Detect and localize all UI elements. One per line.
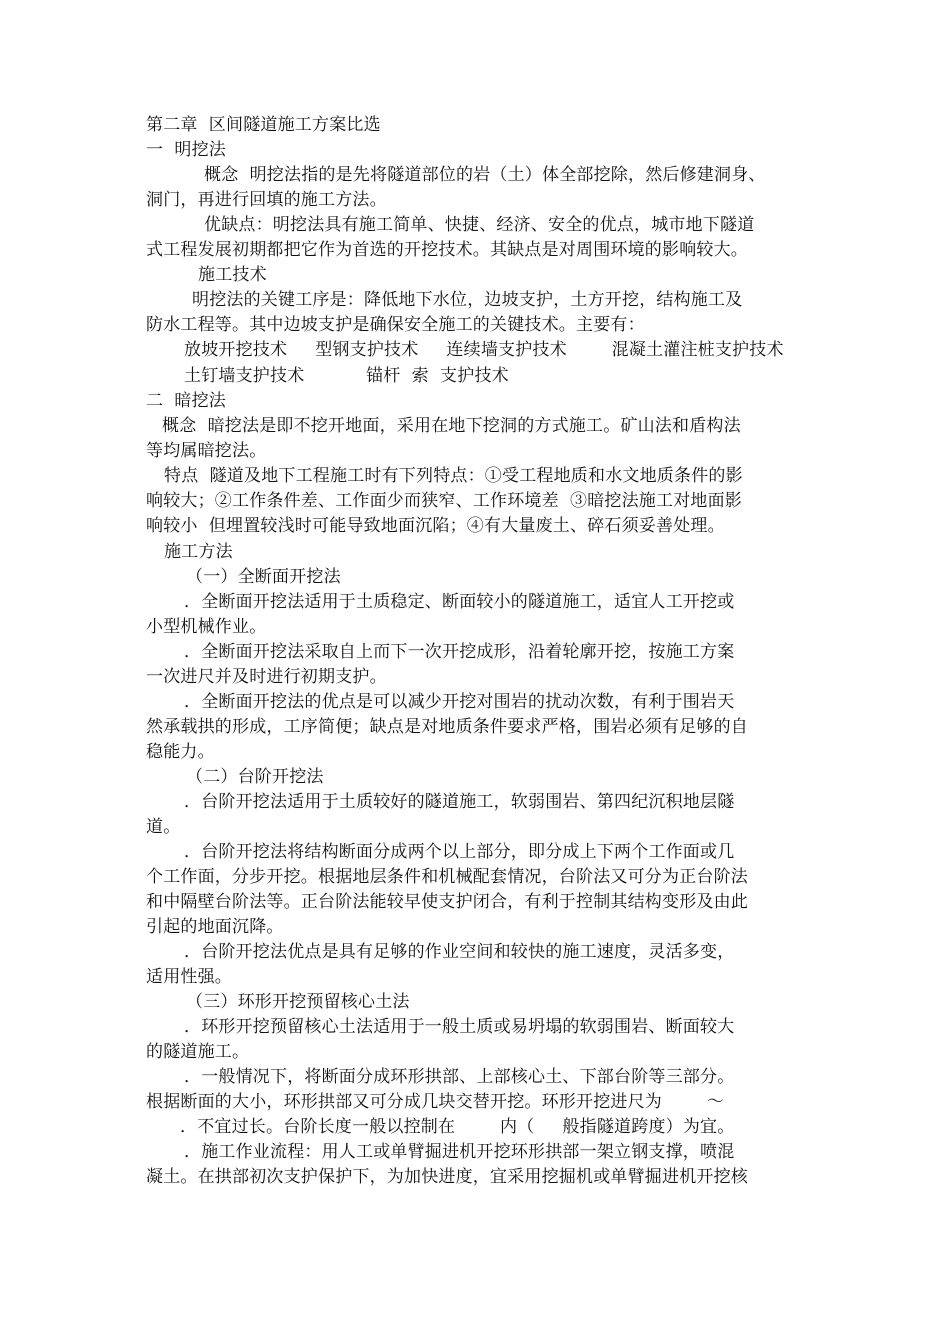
text-line: ．全断面开挖法的优点是可以减少开挖对围岩的扰动次数，有利于围岩天 xyxy=(184,692,735,712)
text-line: 响较大；②工作条件差、工作面少而狭窄、工作环境差 ③暗挖法施工对地面影 xyxy=(146,491,743,511)
text-line: 道。 xyxy=(146,817,181,837)
text-line: 小型机械作业。 xyxy=(146,617,267,637)
text-line: ．施工作业流程：用人工或单臂掘进机开挖环形拱部一架立钢支撑，喷混 xyxy=(184,1142,735,1162)
text-line: ．台阶开挖法适用于土质较好的隧道施工，软弱围岩、第四纪沉积地层隧 xyxy=(184,792,735,812)
text-line: 特点 隧道及地下工程施工时有下列特点：①受工程地质和水文地质条件的影 xyxy=(164,466,743,486)
method-heading: （三）环形开挖预留核心土法 xyxy=(186,992,410,1012)
text-line: ．不宜过长。台阶长度一般以控制在 内（ 般指隧道跨度）为宜。 xyxy=(180,1117,735,1137)
text-line: 概念 暗挖法是即不挖开地面，采用在地下挖洞的方式施工。矿山法和盾构法 xyxy=(162,416,741,436)
text-line: 优缺点：明挖法具有施工简单、快捷、经济、安全的优点，城市地下隧道 xyxy=(204,215,755,235)
chapter-title: 第二章 区间隧道施工方案比选 xyxy=(146,115,381,135)
section-heading: 二 暗挖法 xyxy=(146,391,227,411)
text-line: ．台阶开挖法优点是具有足够的作业空间和较快的施工速度，灵活多变， xyxy=(184,942,735,962)
technique-list-line: 放坡开挖技术 型钢支护技术 连续墙支护技术 混凝土灌注桩支护技术 xyxy=(184,340,784,360)
technique-list-line: 土钉墙支护技术 锚杆 索 支护技术 xyxy=(184,366,509,386)
subsection-heading: 施工技术 xyxy=(198,265,267,285)
text-line: 的隧道施工。 xyxy=(146,1042,250,1062)
text-line: ．全断面开挖法采取自上而下一次开挖成形，沿着轮廓开挖，按施工方案 xyxy=(184,642,735,662)
text-line: 等均属暗挖法。 xyxy=(146,441,267,461)
text-line: 一次进尺并及时进行初期支护。 xyxy=(146,667,387,687)
text-line: 根据断面的大小，环形拱部又可分成几块交替开挖。环形开挖进尺为 ～ xyxy=(146,1092,725,1112)
text-line: ．环形开挖预留核心土法适用于一般土质或易坍塌的软弱围岩、断面较大 xyxy=(184,1017,735,1037)
text-line: 洞门，再进行回填的施工方法。 xyxy=(146,190,387,210)
text-line: 适用性强。 xyxy=(146,967,232,987)
method-heading: （二）台阶开挖法 xyxy=(186,767,324,787)
text-line: 响较小 但埋置较浅时可能导致地面沉陷；④有大量废土、碎石须妥善处理。 xyxy=(146,516,725,536)
text-line: 凝土。在拱部初次支护保护下，为加快进度，宜采用挖掘机或单臂掘进机开挖核 xyxy=(146,1167,748,1187)
method-heading: （一）全断面开挖法 xyxy=(186,567,341,587)
section-heading: 一 明挖法 xyxy=(146,140,227,160)
text-line: 稳能力。 xyxy=(146,742,215,762)
text-line: ．台阶开挖法将结构断面分成两个以上部分，即分成上下两个工作面或几 xyxy=(184,842,735,862)
text-line: 防水工程等。其中边坡支护是确保安全施工的关键技术。主要有： xyxy=(146,315,645,335)
text-line: ．全断面开挖法适用于土质稳定、断面较小的隧道施工，适宜人工开挖或 xyxy=(184,592,735,612)
text-line: 个工作面，分步开挖。根据地层条件和机械配套情况，台阶法又可分为正台阶法 xyxy=(146,867,748,887)
text-line: 引起的地面沉降。 xyxy=(146,917,284,937)
text-line: 和中隔壁台阶法等。正台阶法能较早使支护闭合，有利于控制其结构变形及由此 xyxy=(146,892,748,912)
text-line: 然承载拱的形成，工序简便；缺点是对地质条件要求严格，围岩必须有足够的自 xyxy=(146,717,748,737)
text-line: 式工程发展初期都把它作为首选的开挖技术。其缺点是对周围环境的影响较大。 xyxy=(146,240,748,260)
text-line: 明挖法的关键工序是：降低地下水位，边坡支护，土方开挖，结构施工及 xyxy=(192,290,743,310)
text-line: 概念 明挖法指的是先将隧道部位的岩（土）体全部挖除，然后修建洞身、 xyxy=(204,165,766,185)
subsection-heading: 施工方法 xyxy=(164,542,233,562)
text-line: ．一般情况下，将断面分成环形拱部、上部核心土、下部台阶等三部分。 xyxy=(184,1067,735,1087)
